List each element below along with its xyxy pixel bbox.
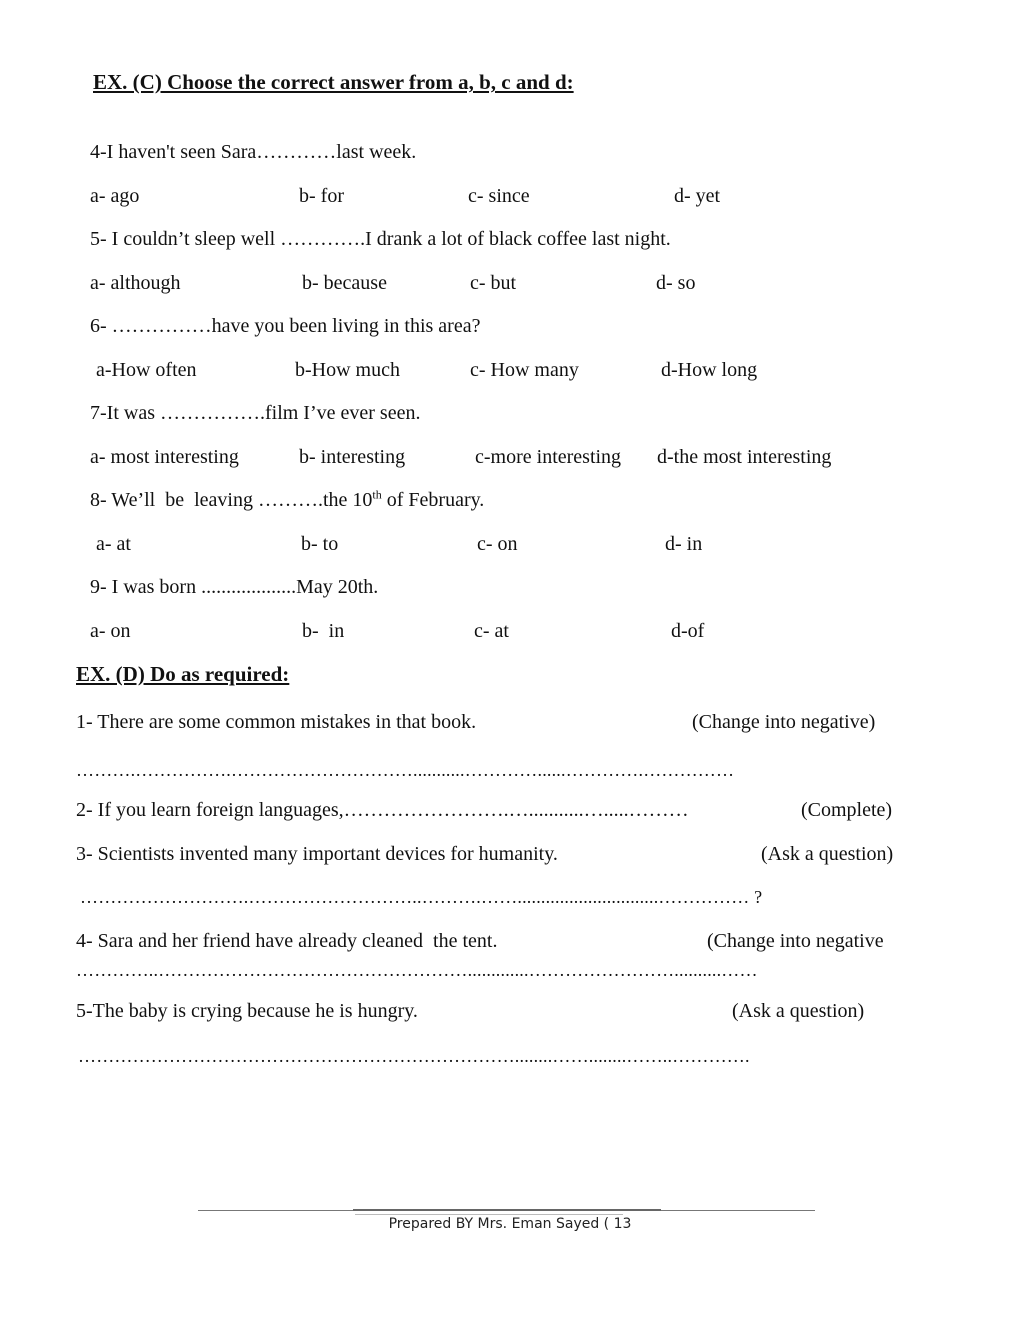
option-b: b- for xyxy=(299,185,344,207)
option-d: d-the most interesting xyxy=(657,446,832,468)
question-5: 5- I couldn’t sleep well ………….I drank a lot of black coffee last night. xyxy=(90,228,671,250)
item-2: 2- If you learn foreign languages,…………………….…...........….....……… xyxy=(76,799,689,821)
option-b: b- because xyxy=(302,272,387,294)
footer-divider-accent xyxy=(353,1209,661,1211)
option-c: c-more interesting xyxy=(475,446,622,468)
option-c: c- since xyxy=(468,185,530,207)
item-3-instruction: (Ask a question) xyxy=(761,843,894,865)
option-c: c- but xyxy=(470,272,517,294)
question-4: 4-I haven't seen Sara…………last week. xyxy=(90,141,417,163)
option-b: b- to xyxy=(301,533,339,555)
option-c: c- How many xyxy=(470,359,579,381)
option-a: a- on xyxy=(90,620,131,642)
option-a: a- at xyxy=(96,533,131,555)
option-c: c- on xyxy=(477,533,518,555)
option-d: d-of xyxy=(671,620,705,642)
option-a: a- most interesting xyxy=(90,446,239,468)
section-d-title: EX. (D) Do as required: xyxy=(76,662,290,686)
question-8-text: 8- We’ll be leaving ……….the 10 xyxy=(90,489,373,511)
item-2-instruction: (Complete) xyxy=(801,799,893,821)
option-a: a- although xyxy=(90,272,181,294)
item-4-instruction: (Change into negative xyxy=(707,930,884,952)
question-8 xyxy=(90,488,484,512)
item-3: 3- Scientists invented many important devices for humanity. xyxy=(76,843,558,865)
item-1-instruction: (Change into negative) xyxy=(692,711,876,733)
answer-line-5: ………………………………………………………………........……........……..…………. xyxy=(78,1046,750,1066)
option-b: b- in xyxy=(302,620,345,642)
item-5: 5-The baby is crying because he is hungry. xyxy=(76,1000,418,1022)
answer-line-1: ……….…………….…………………………...........…………......………….…………… xyxy=(76,760,735,780)
section-c-title: EX. (C) Choose the correct answer from a, b, c and d: xyxy=(93,70,574,94)
option-d: d- yet xyxy=(674,185,721,207)
option-d: d- in xyxy=(665,533,703,555)
ordinal-suffix: th xyxy=(372,487,382,502)
item-5-instruction: (Ask a question) xyxy=(732,1000,865,1022)
question-9: 9- I was born ...................May 20th. xyxy=(90,576,379,598)
option-b: b-How much xyxy=(295,359,400,381)
option-b: b- interesting xyxy=(299,446,406,468)
option-a: a- ago xyxy=(90,185,140,207)
option-a: a-How often xyxy=(96,359,197,381)
option-d: d- so xyxy=(656,272,696,294)
question-7: 7-It was …………….film I’ve ever seen. xyxy=(90,402,421,424)
footer-divider-thin xyxy=(355,1214,623,1215)
item-4: 4- Sara and her friend have already cleaned the tent. xyxy=(76,930,498,952)
option-d: d-How long xyxy=(661,359,758,381)
answer-line-4: …………..…………………………………………….............……………………..........…… xyxy=(76,960,758,980)
question-6: 6- ……………have you been living in this area? xyxy=(90,315,481,337)
option-c: c- at xyxy=(474,620,509,642)
question-8-text-end: of February. xyxy=(381,489,485,511)
footer-text: Prepared BY Mrs. Eman Sayed ( 13 xyxy=(388,1216,632,1232)
answer-line-3: ……………………….………………………..……….……..............................…………… ? xyxy=(80,887,763,907)
item-1: 1- There are some common mistakes in that book. xyxy=(76,711,477,733)
